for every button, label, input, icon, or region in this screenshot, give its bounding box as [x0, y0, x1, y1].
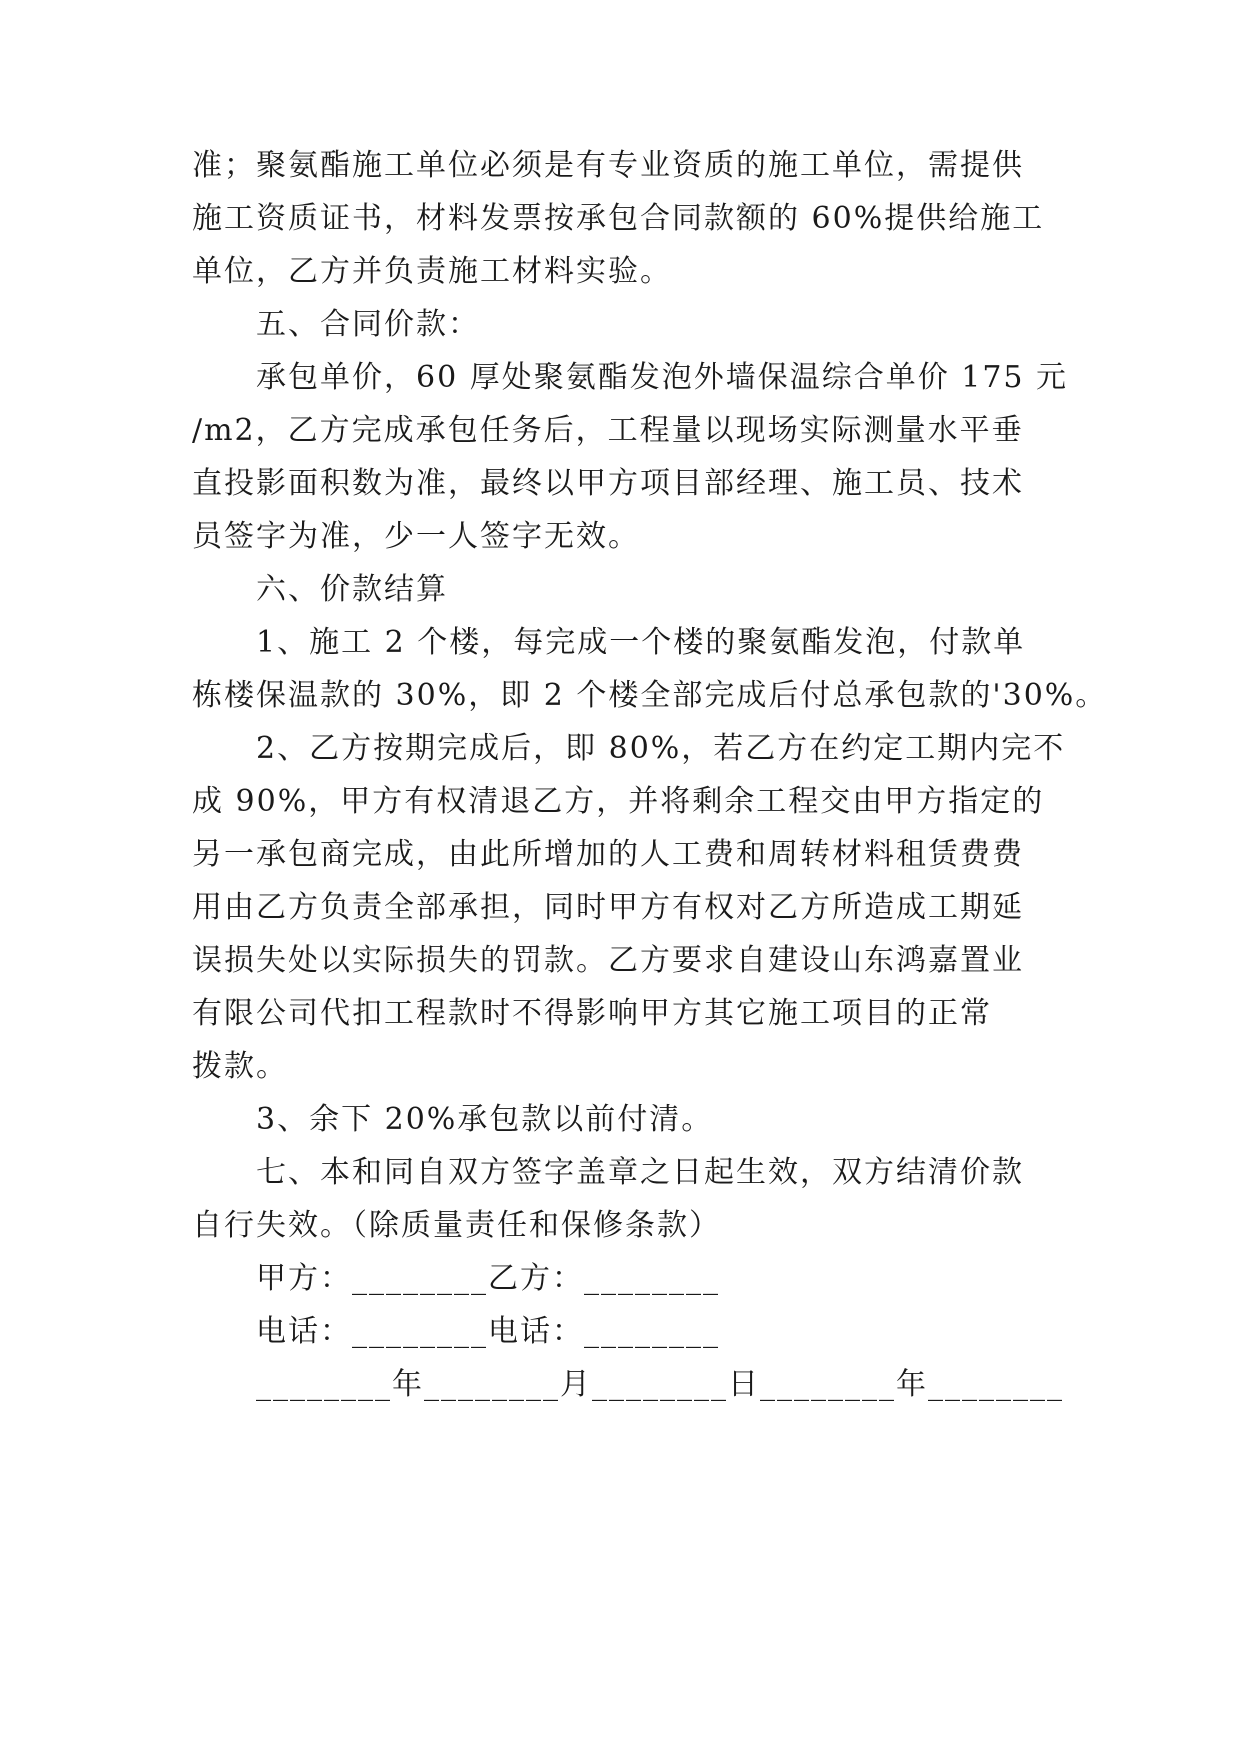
text-line-21: 自行失效。（除质量责任和保修条款）	[192, 1208, 721, 1243]
text-line-6: /m2，乙方完成承包任务后，工程量以现场实际测量水平垂	[192, 413, 1024, 448]
text-line-13: 成 90%，甲方有权清退乙方，并将剩余工程交由甲方指定的	[192, 784, 1045, 819]
signature-phone-line: 电话：________电话：________	[256, 1314, 720, 1349]
section-heading-5: 五、合同价款：	[256, 307, 480, 342]
section-heading-7: 七、本和同自双方签字盖章之日起生效，双方结清价款	[256, 1155, 1024, 1190]
text-line-19: 3、余下 20%承包款以前付清。	[256, 1102, 714, 1137]
text-line-10: 1、施工 2 个楼，每完成一个楼的聚氨酯发泡，付款单	[256, 625, 1026, 660]
text-line-15: 用由乙方负责全部承担，同时甲方有权对乙方所造成工期延	[192, 890, 1024, 925]
text-line-16: 误损失处以实际损失的罚款。乙方要求自建设山东鸿嘉置业	[192, 943, 1024, 978]
text-line-7: 直投影面积数为准，最终以甲方项目部经理、施工员、技术	[192, 466, 1024, 501]
text-line-14: 另一承包商完成，由此所增加的人工费和周转材料租赁费费	[192, 837, 1024, 872]
text-line-3: 单位，乙方并负责施工材料实验。	[192, 254, 672, 289]
text-line-2: 施工资质证书，材料发票按承包合同款额的 60%提供给施工	[192, 201, 1045, 236]
signature-date-line: ________年________月________日________年________	[256, 1367, 1064, 1402]
signature-party-line: 甲方：________乙方：________	[256, 1261, 720, 1296]
section-heading-6: 六、价款结算	[256, 572, 448, 607]
text-line-18: 拨款。	[192, 1049, 288, 1084]
text-line-5: 承包单价，60 厚处聚氨酯发泡外墙保温综合单价 175 元	[256, 360, 1069, 395]
text-line-8: 员签字为准，少一人签字无效。	[192, 519, 640, 554]
text-line-11: 栋楼保温款的 30%，即 2 个楼全部完成后付总承包款的'30%。	[192, 678, 1108, 713]
text-line-17: 有限公司代扣工程款时不得影响甲方其它施工项目的正常	[192, 996, 992, 1031]
text-line-12: 2、乙方按期完成后，即 80%，若乙方在约定工期内完不	[256, 731, 1066, 766]
text-line-1: 准；聚氨酯施工单位必须是有专业资质的施工单位，需提供	[192, 148, 1024, 183]
